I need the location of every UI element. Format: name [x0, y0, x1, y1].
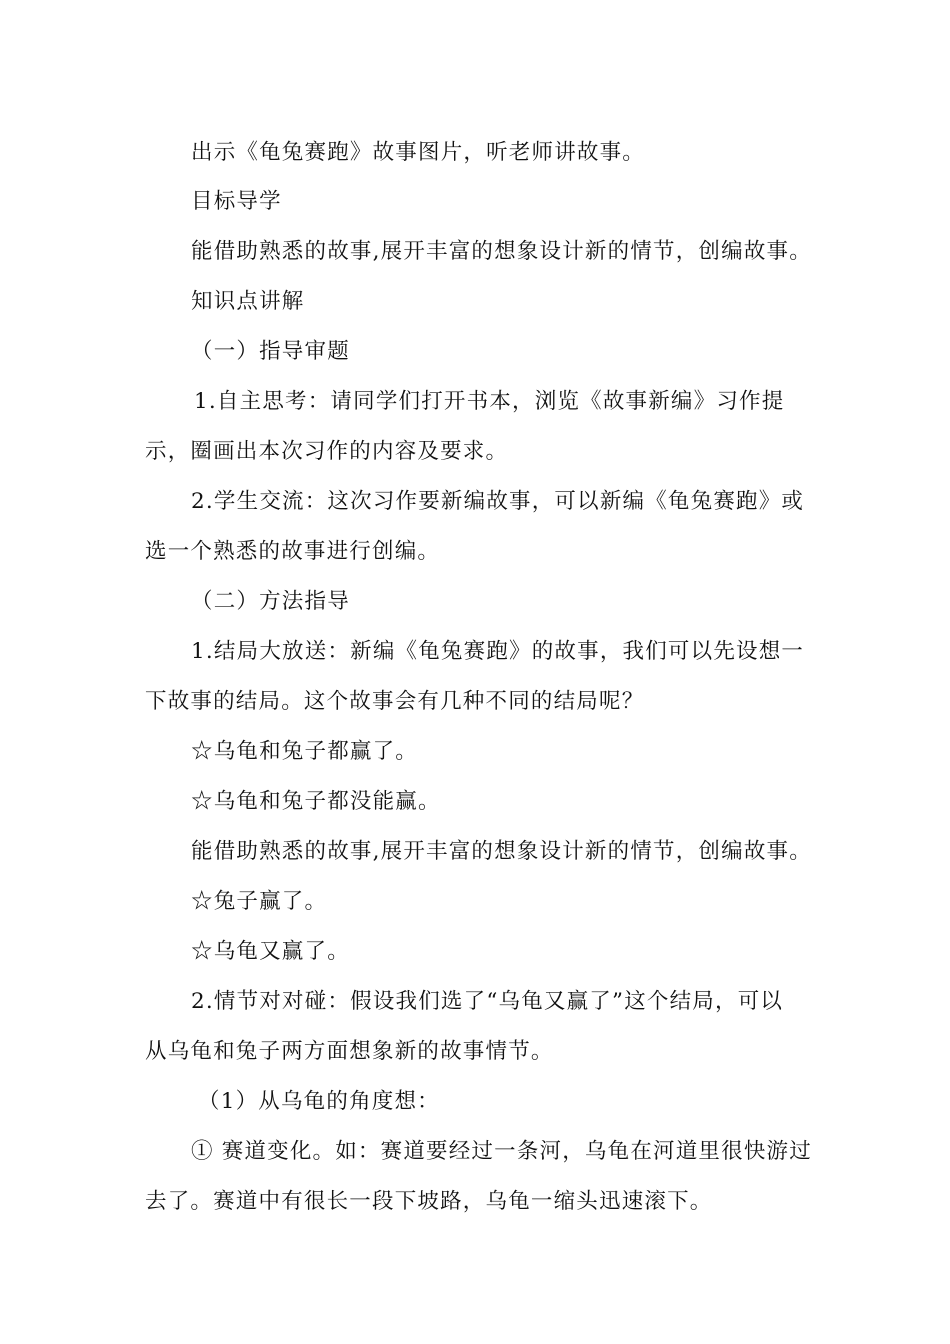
subheading-guide-topic-review: （一）指导审题: [191, 339, 350, 364]
list-item-rabbit-wins: ☆兔子赢了。: [191, 889, 328, 914]
paragraph-learning-goal: 能借助熟悉的故事,展开丰富的想象设计新的情节，创编故事。: [191, 239, 812, 264]
paragraph-self-thinking-line-2: 示，圈画出本次习作的内容及要求。: [145, 439, 509, 464]
list-item-turtle-wins-again: ☆乌龟又赢了。: [191, 939, 350, 964]
list-item-neither-wins: ☆乌龟和兔子都没能赢。: [191, 789, 441, 814]
paragraph-learning-goal-repeat: 能借助熟悉的故事,展开丰富的想象设计新的情节，创编故事。: [191, 839, 812, 864]
paragraph-intro-story-pictures: 出示《龟兔赛跑》故事图片，听老师讲故事。: [191, 140, 646, 165]
paragraph-plot-matching-line-2: 从乌龟和兔子两方面想象新的故事情节。: [145, 1039, 554, 1064]
paragraph-self-thinking-line-1: 1.自主思考：请同学们打开书本，浏览《故事新编》习作提: [194, 389, 785, 414]
section-heading-goal-guidance: 目标导学: [191, 189, 282, 214]
section-heading-knowledge-explanation: 知识点讲解: [191, 289, 305, 314]
paragraph-ending-ideas-line-2: 下故事的结局。这个故事会有几种不同的结局呢？: [145, 689, 645, 714]
paragraph-track-changes-line-1: ① 赛道变化。如：赛道要经过一条河，乌龟在河道里很快游过: [191, 1139, 812, 1164]
paragraph-student-exchange-line-1: 2.学生交流：这次习作要新编故事，可以新编《龟兔赛跑》或: [191, 489, 805, 514]
paragraph-track-changes-line-2: 去了。赛道中有很长一段下坡路，乌龟一缩头迅速滚下。: [145, 1189, 713, 1214]
paragraph-student-exchange-line-2: 选一个熟悉的故事进行创编。: [145, 539, 441, 564]
subheading-turtle-perspective: （1）从乌龟的角度想：: [198, 1089, 440, 1114]
paragraph-ending-ideas-line-1: 1.结局大放送：新编《龟兔赛跑》的故事，我们可以先设想一: [191, 639, 805, 664]
subheading-method-guidance: （二）方法指导: [191, 589, 350, 614]
paragraph-plot-matching-line-1: 2.情节对对碰：假设我们选了“乌龟又赢了”这个结局，可以: [191, 989, 784, 1014]
list-item-both-win: ☆乌龟和兔子都赢了。: [191, 739, 419, 764]
